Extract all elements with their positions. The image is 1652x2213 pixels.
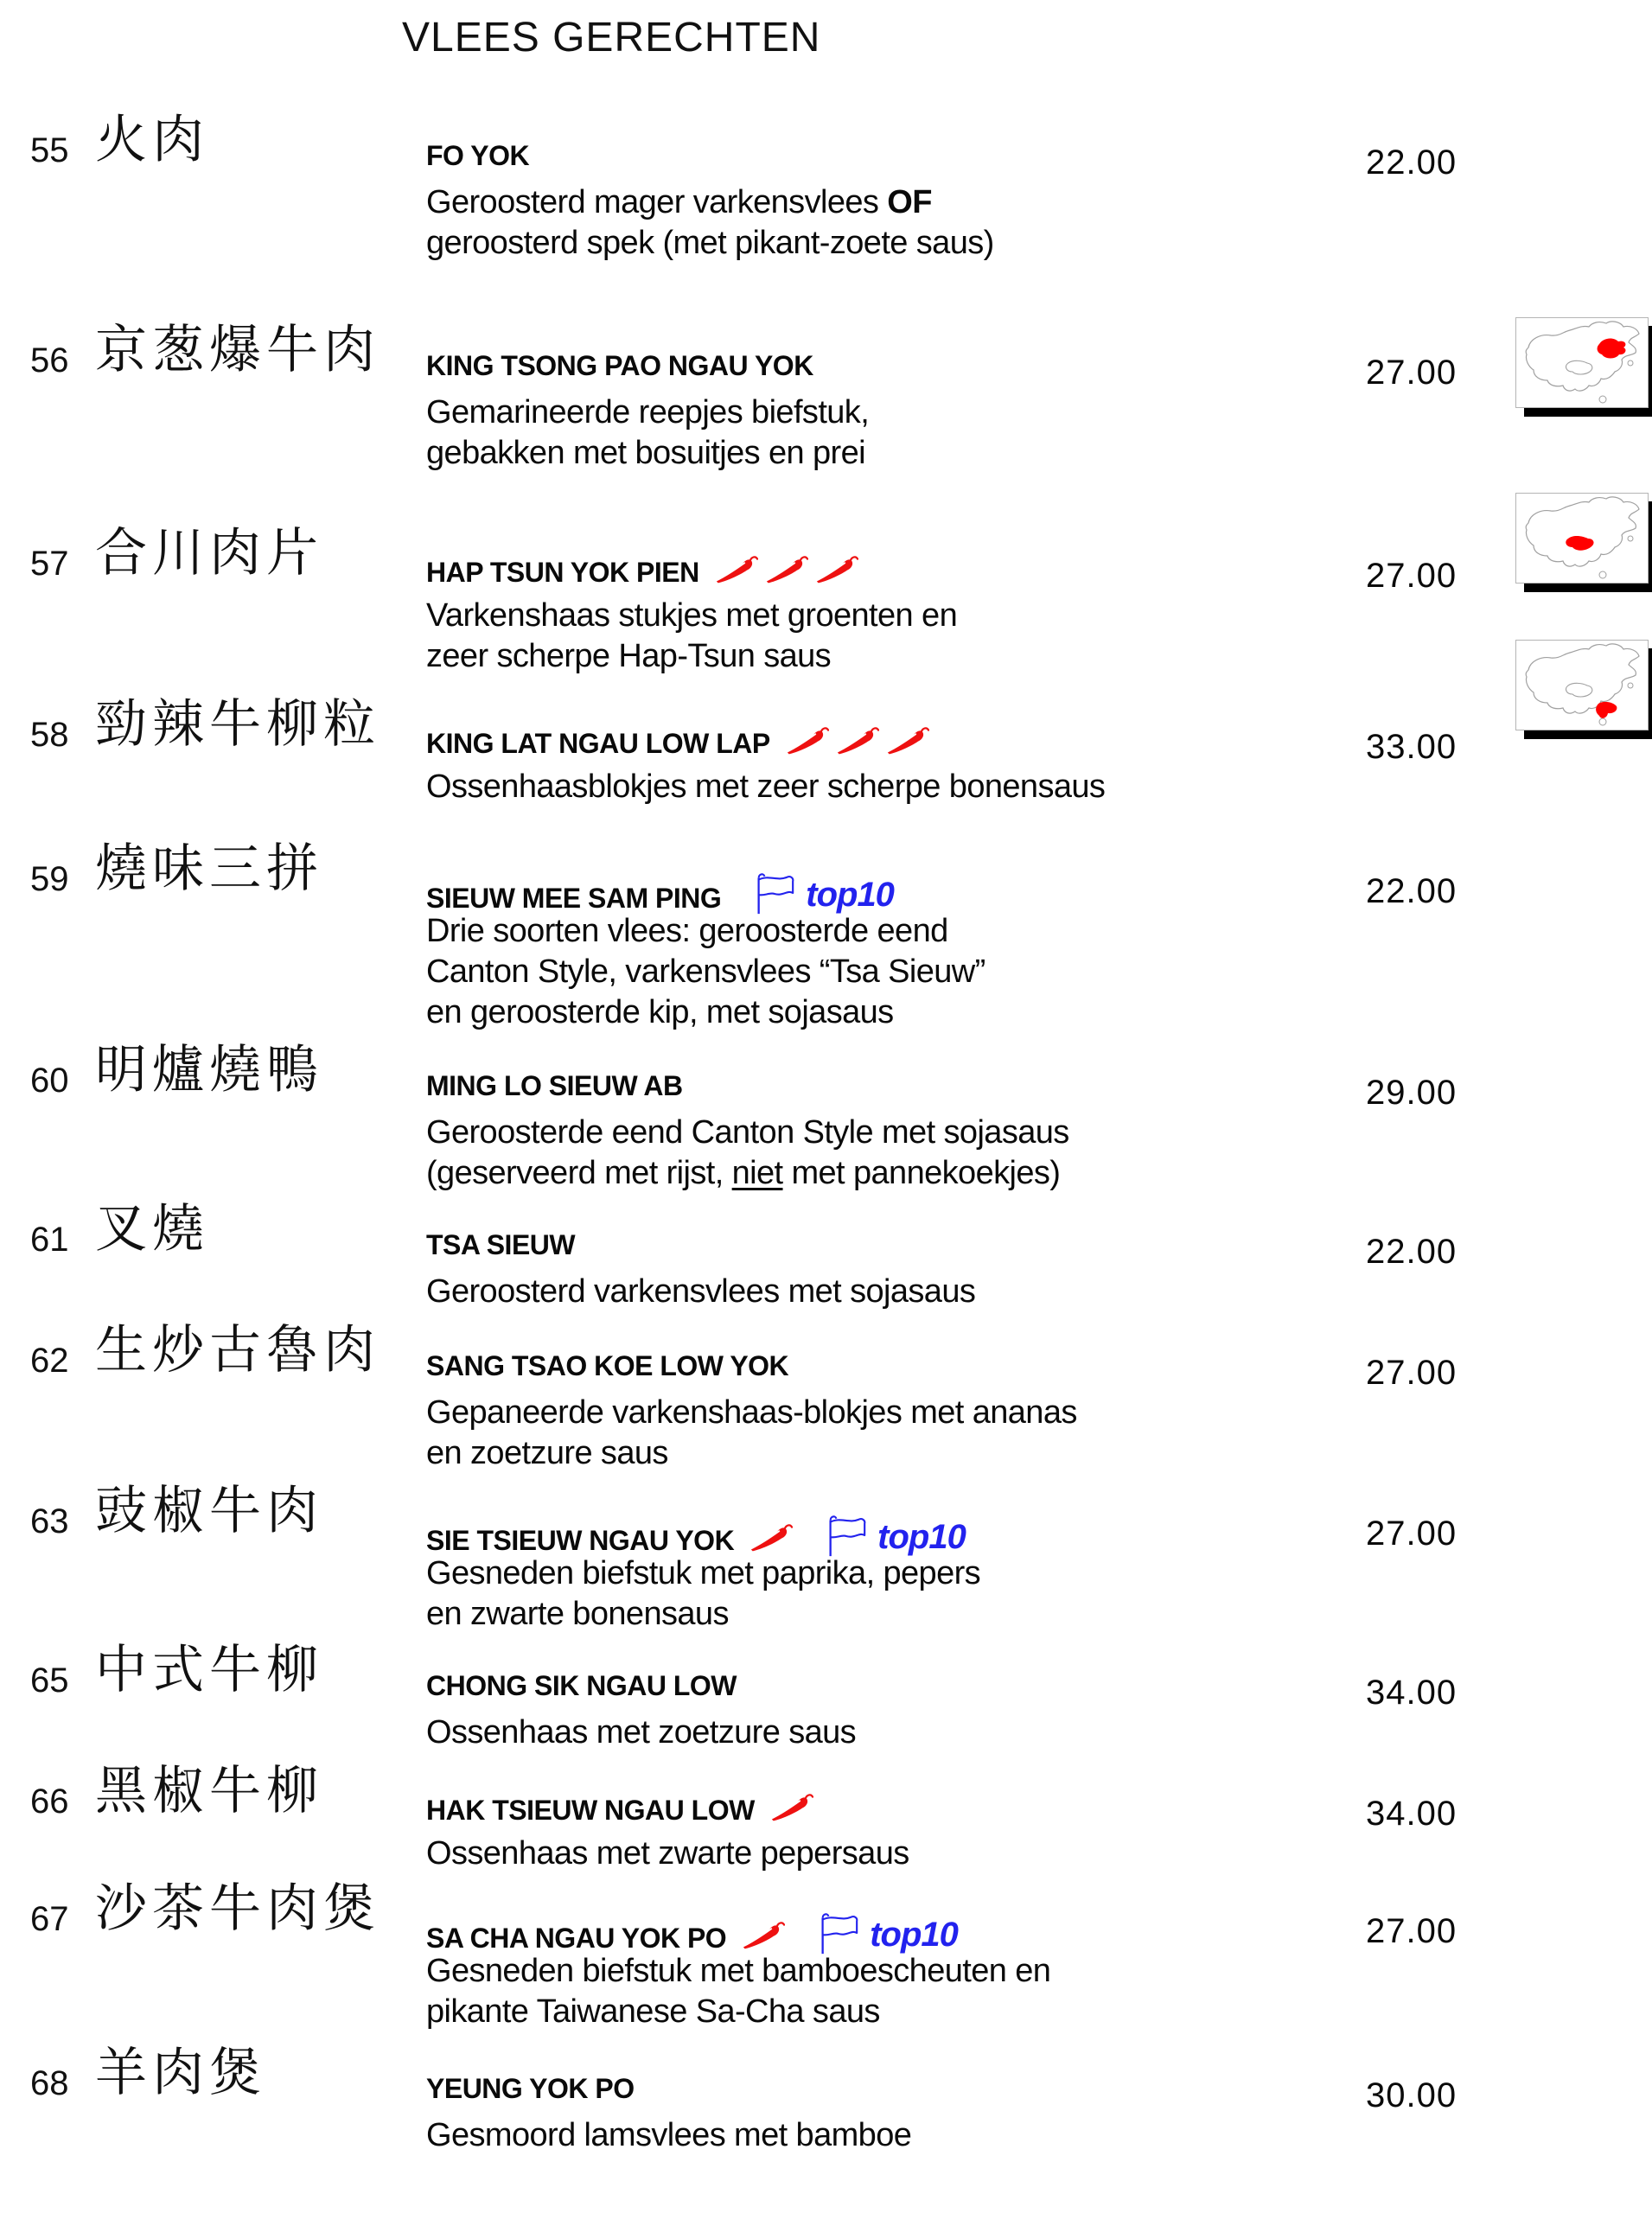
item-chinese-name: 豉椒牛肉	[95, 1481, 323, 1541]
item-name: HAK TSIEUW NGAU LOW	[426, 1795, 755, 1826]
item-description-line: Ossenhaas met zoetzure saus	[426, 1714, 857, 1751]
item-description-line: gebakken met bosuitjes en prei	[426, 435, 865, 471]
item-price: 29.00	[1366, 1074, 1457, 1112]
item-description-line: pikante Taiwanese Sa-Cha saus	[426, 1993, 880, 2030]
item-price: 22.00	[1366, 1233, 1457, 1271]
item-price: 30.00	[1366, 2076, 1457, 2114]
top10-flag-icon	[750, 871, 797, 917]
item-number: 57	[30, 545, 69, 583]
item-chinese-name: 羊肉煲	[95, 2043, 266, 2103]
item-description-line: (geserveerd met rijst, niet met pannekoekjes)	[426, 1155, 1061, 1191]
item-name-row	[426, 1231, 575, 1259]
top10-label: top10	[870, 1916, 958, 1954]
item-name-row	[426, 871, 894, 912]
item-description-line: Gepaneerde varkenshaas-blokjes met ananas	[426, 1394, 1077, 1431]
item-number: 56	[30, 341, 69, 379]
item-description-line: Varkenshaas stukjes met groenten en	[426, 597, 958, 634]
item-number: 59	[30, 860, 69, 898]
item-number: 62	[30, 1342, 69, 1380]
item-name-row	[426, 1910, 958, 1952]
chili-icon	[836, 726, 879, 757]
top10-flag-icon	[822, 1513, 869, 1559]
top10-flag-icon	[814, 1910, 861, 1957]
item-name-row	[426, 1352, 788, 1380]
spiciness-indicator	[715, 555, 858, 586]
chili-icon	[786, 726, 829, 757]
item-number: 58	[30, 716, 69, 754]
chili-icon	[742, 1921, 785, 1952]
item-description-line: en geroosterde kip, met sojasaus	[426, 994, 894, 1030]
item-chinese-name: 燒味三拼	[95, 839, 323, 899]
item-description-line: zeer scherpe Hap-Tsun saus	[426, 638, 832, 674]
item-chinese-name: 黑椒牛柳	[95, 1761, 323, 1821]
item-name: KING TSONG PAO NGAU YOK	[426, 350, 813, 381]
item-price: 22.00	[1366, 872, 1457, 910]
item-name-row	[426, 1513, 966, 1554]
chili-icon	[770, 1793, 813, 1824]
item-name-row	[426, 1793, 813, 1824]
item-chinese-name: 中式牛柳	[95, 1640, 323, 1700]
item-description-line: Gesmoord lamsvlees met bamboe	[426, 2117, 912, 2153]
item-description-line: Canton Style, varkensvlees “Tsa Sieuw”	[426, 953, 985, 990]
top10-badge	[750, 871, 894, 912]
spiciness-indicator	[742, 1921, 785, 1952]
item-description-line: Gesneden biefstuk met paprika, pepers	[426, 1555, 981, 1591]
item-chinese-name: 叉燒	[95, 1199, 209, 1260]
item-name-row	[426, 352, 813, 379]
item-description-line: geroosterd spek (met pikant-zoete saus)	[426, 225, 994, 261]
item-chinese-name: 沙茶牛肉煲	[95, 1878, 380, 1939]
spiciness-indicator	[786, 726, 929, 757]
item-chinese-name: 明爐燒鴨	[95, 1040, 323, 1100]
item-name: SIE TSIEUW NGAU YOK	[426, 1525, 735, 1556]
item-name-row	[426, 1072, 683, 1100]
item-chinese-name: 生炒古魯肉	[95, 1320, 380, 1381]
top10-badge	[814, 1910, 958, 1952]
china-southwest-icon	[1515, 493, 1649, 584]
chili-icon	[815, 555, 858, 586]
item-name: SANG TSAO KOE LOW YOK	[426, 1350, 789, 1381]
chili-icon	[886, 726, 929, 757]
item-name: TSA SIEUW	[426, 1229, 576, 1260]
item-price: 27.00	[1366, 354, 1457, 392]
item-number: 68	[30, 2064, 69, 2102]
item-price: 27.00	[1366, 1515, 1457, 1553]
chili-icon	[749, 1523, 793, 1554]
item-price: 27.00	[1366, 1354, 1457, 1392]
item-price: 34.00	[1366, 1674, 1457, 1712]
item-description-line: en zoetzure saus	[426, 1435, 668, 1471]
item-name: YEUNG YOK PO	[426, 2073, 635, 2104]
item-number: 65	[30, 1661, 69, 1700]
item-number: 61	[30, 1221, 69, 1259]
item-description-line: Geroosterd varkensvlees met sojasaus	[426, 1273, 976, 1310]
top10-badge	[822, 1513, 966, 1554]
item-number: 66	[30, 1783, 69, 1821]
item-chinese-name: 合川肉片	[95, 523, 323, 584]
item-description-line: Gemarineerde reepjes biefstuk,	[426, 394, 870, 430]
item-number: 67	[30, 1900, 69, 1938]
item-chinese-name: 火肉	[95, 110, 209, 170]
item-name: FO YOK	[426, 140, 530, 171]
item-name-row	[426, 142, 529, 169]
item-description-line: Drie soorten vlees: geroosterde eend	[426, 913, 948, 949]
item-name: HAP TSUN YOK PIEN	[426, 557, 699, 588]
item-price: 27.00	[1366, 557, 1457, 595]
item-name-row	[426, 2075, 635, 2102]
item-description-line: Ossenhaasblokjes met zeer scherpe bonensaus	[426, 768, 1106, 805]
item-name-row	[426, 555, 858, 586]
item-description-line: Ossenhaas met zwarte pepersaus	[426, 1835, 909, 1872]
top10-label: top10	[877, 1518, 966, 1556]
item-number: 60	[30, 1062, 69, 1100]
item-name: SIEUW MEE SAM PING	[426, 883, 722, 914]
chili-icon	[715, 555, 758, 586]
item-price: 33.00	[1366, 728, 1457, 766]
top10-label: top10	[806, 876, 894, 914]
item-chinese-name: 勁辣牛柳粒	[95, 694, 380, 755]
spiciness-indicator	[749, 1523, 793, 1554]
item-name-row	[426, 1672, 737, 1700]
item-name: CHONG SIK NGAU LOW	[426, 1670, 737, 1701]
item-name-row	[426, 726, 929, 757]
item-description-line: Geroosterd mager varkensvlees OF	[426, 184, 932, 220]
item-name: KING LAT NGAU LOW LAP	[426, 728, 770, 759]
item-number: 63	[30, 1502, 69, 1540]
item-price: 22.00	[1366, 143, 1457, 182]
china-north-icon	[1515, 317, 1649, 408]
chili-icon	[765, 555, 808, 586]
page-title: VLEES GERECHTEN	[402, 15, 821, 61]
item-name: MING LO SIEUW AB	[426, 1070, 683, 1101]
item-description-line: Geroosterde eend Canton Style met sojasaus	[426, 1114, 1069, 1151]
item-number: 55	[30, 131, 69, 169]
item-description-line: Gesneden biefstuk met bamboescheuten en	[426, 1953, 1051, 1989]
item-name: SA CHA NGAU YOK PO	[426, 1923, 727, 1954]
item-price: 27.00	[1366, 1912, 1457, 1950]
item-chinese-name: 京葱爆牛肉	[95, 320, 380, 380]
spiciness-indicator	[770, 1793, 813, 1824]
item-description-line: en zwarte bonensaus	[426, 1596, 729, 1632]
china-south-icon	[1515, 640, 1649, 730]
item-price: 34.00	[1366, 1795, 1457, 1833]
